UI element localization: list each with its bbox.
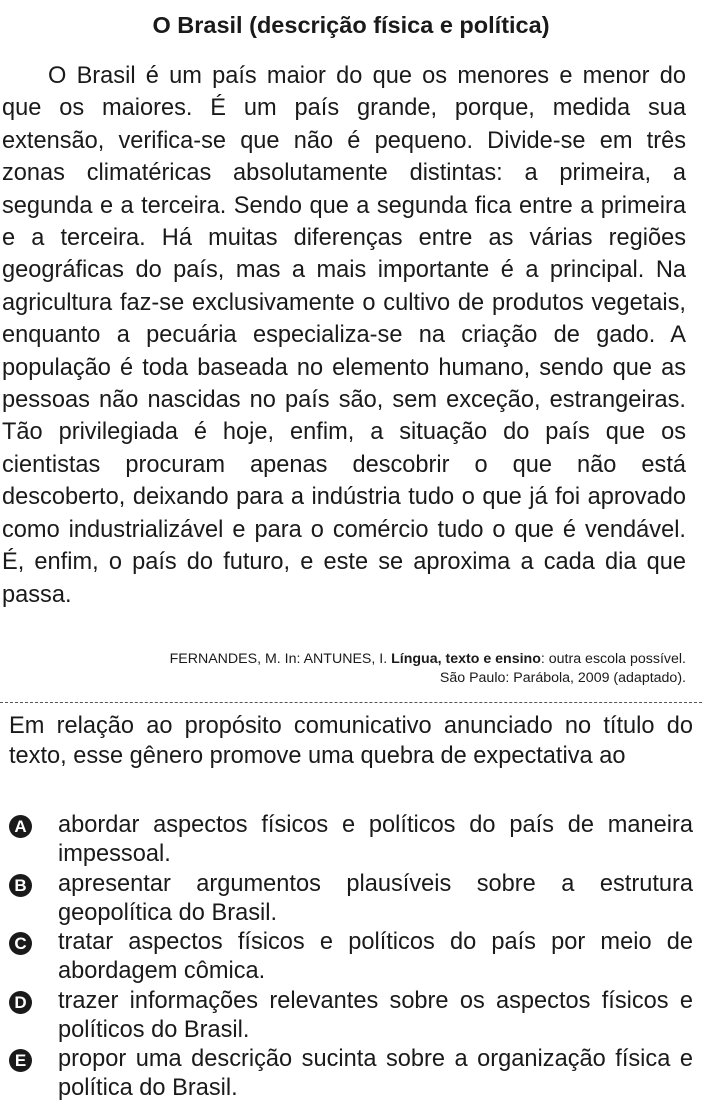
option-b-text: apresentar argumentos plausíveis sobre a estrutura geopolítica do Brasil. xyxy=(58,870,693,926)
option-letter-d-icon: D xyxy=(9,991,32,1014)
citation-line-1 xyxy=(46,650,686,669)
option-a-text: abordar aspectos físicos e políticos do país de maneira impessoal. xyxy=(58,812,693,867)
option-d[interactable] xyxy=(9,987,693,1046)
option-letter-c-icon: C xyxy=(9,932,32,955)
question-stem: Em relação ao propósito comunicativo anunciado no título do texto, esse gênero promove uma quebra de expectativa ao xyxy=(9,713,693,769)
option-c[interactable] xyxy=(9,928,693,987)
citation-book-title: Língua, texto e ensino xyxy=(391,651,541,667)
dashed-separator xyxy=(0,702,702,703)
source-citation xyxy=(46,650,686,688)
option-e-text: propor uma descrição sucinta sobre a organização física e política do Brasil. xyxy=(58,1046,693,1101)
option-letter-e-icon: E xyxy=(9,1049,32,1072)
option-letter-b-icon: B xyxy=(9,874,32,897)
citation-subtitle: : outra escola possível. xyxy=(540,651,686,667)
body-paragraph-text: O Brasil é um país maior do que os menores e menor do que os maiores. É um país grande, porque, medida sua extensão, verifica-se que não é pequeno. Divide-se em três zonas climatéricas absolutamente distintas: a primeira, a segunda e a terceira. Sendo que a segunda fica entre a primeira e a terceira. Há muitas diferenças entre as várias regiões geográficas do país, mas a mais importante é a principal. Na agricultura faz-se exclusivamente o cultivo de produtos vegetais, enquanto a pecuária especializa-se na criação de gado. A população é toda baseada no elemento humano, sendo que as pessoas não nascidas no país são, sem exceção, estrangeiras. Tão privilegiada é hoje, enfim, a situação do país que os cientistas procuram apenas descobrir o que não está descoberto, deixando para a indústria tudo o que já foi aprovado como industrializável e para o comércio tudo o que é vendável. É, enfim, o país do futuro, e este se aproxima a cada dia que passa. xyxy=(2,63,686,608)
option-a[interactable] xyxy=(9,811,693,870)
answer-options xyxy=(9,811,693,1104)
option-d-text: trazer informações relevantes sobre os aspectos físicos e políticos do Brasil. xyxy=(58,987,693,1043)
option-e[interactable] xyxy=(9,1045,693,1104)
option-letter-a-icon: A xyxy=(9,815,32,838)
citation-author: FERNANDES, M. In: ANTUNES, I. xyxy=(169,651,392,667)
option-b[interactable] xyxy=(9,870,693,929)
citation-line-2: São Paulo: Parábola, 2009 (adaptado). xyxy=(439,670,686,686)
text-title: O Brasil (descrição física e política) xyxy=(152,12,550,38)
option-c-text: tratar aspectos físicos e políticos do país por meio de abordagem cômica. xyxy=(58,929,693,984)
body-paragraph xyxy=(2,60,686,611)
